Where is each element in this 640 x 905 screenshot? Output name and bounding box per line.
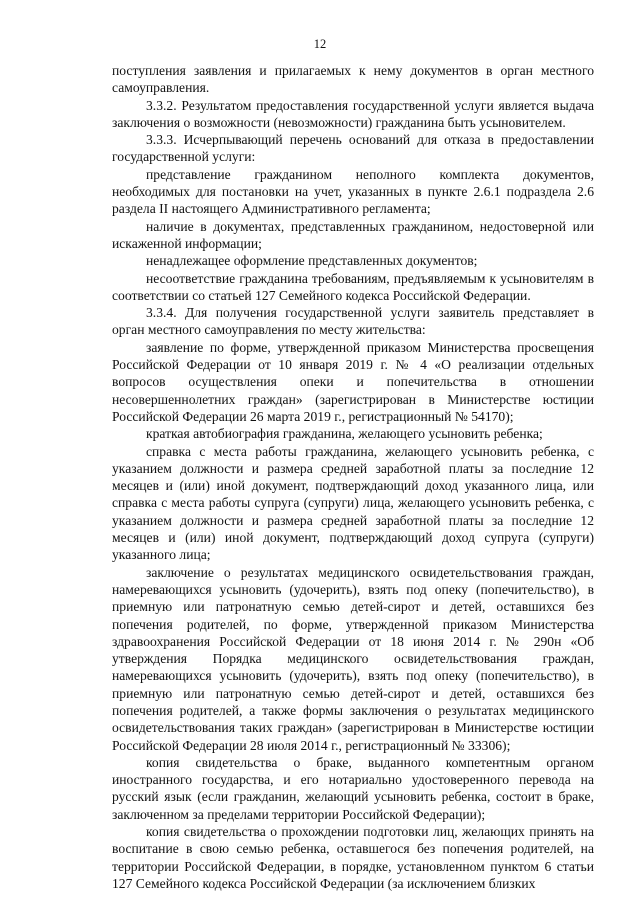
paragraph-continuation: поступления заявления и прилагаемых к нему документов в орган местного самоуправления. xyxy=(112,63,594,96)
document-item-marriage-certificate: копия свидетельства о браке, выданного компетентным органом иностранного государства, и его нотариально удостоверенного перевода на русский язык (если гражданин, желающий усыновить ребенка, состоит в браке, заключенном за пределами территории Российской Федерации); xyxy=(112,754,594,822)
paragraph-3-3-4: 3.3.4. Для получения государственной услуги заявитель представляет в орган местного самоуправления по месту жительства: xyxy=(112,305,594,338)
refusal-ground-improper-formatting: ненадлежащее оформление представленных документов; xyxy=(146,253,478,269)
document-item-application: заявление по форме, утвержденной приказом Министерства просвещения Российской Федерации от 10 января 2019 г. № 4 «О реализации отдельных вопросов осуществления опеки и попечительства в отношении несовершеннолетних граждан» (зарегистрирован в Министерстве юстиции Российской Федерации 26 марта 2019 г., регистрационный № 54170); xyxy=(112,339,594,424)
document-body xyxy=(112,62,594,892)
document-item-training-certificate: копия свидетельства о прохождении подготовки лиц, желающих принять на воспитание в свою семью ребенка, оставшегося без попечения родителей, на территории Российской Федерации, в порядке, установленном пунктом 6 статьи 127 Семейного кодекса Российской Федерации (за исключением близких xyxy=(112,824,594,891)
paragraph-3-3-2: 3.3.2. Результатом предоставления государственной услуги является выдача заключения о возможности (невозможности) гражданина быть усыновителем. xyxy=(112,97,594,130)
paragraph-3-3-3: 3.3.3. Исчерпывающий перечень оснований для отказа в предоставлении государственной услуги: xyxy=(112,132,594,165)
refusal-ground-false-information: наличие в документах, представленных гражданином, недостоверной или искаженной информации; xyxy=(112,218,594,251)
document-item-autobiography: краткая автобиография гражданина, желающего усыновить ребенка; xyxy=(146,426,543,442)
document-item-medical-conclusion: заключение о результатах медицинского освидетельствования граждан, намеревающихся усыновить (удочерить), взять под опеку (попечительство), в приемную или патронатную семью детей-сирот и детей, оставшихся без попечения родителей, по форме, утвержденной приказом Министерства здравоохранения Российской Федерации от 18 июня 2014 г. № 290н «Об утверждения Порядка медицинского освидетельствования граждан, намеревающихся усыновить (удочерить), взять под опеку (попечительство), в приемную или патронатную семью детей-сирот и детей, оставшихся без попечения родителей, а также формы заключения о результатах медицинского освидетельствования таких граждан» (зарегистрирован в Министерстве юстиции Российской Федерации 28 июля 2014 г., регистрационный № 33306); xyxy=(112,564,594,753)
document-item-income-certificate: справка с места работы гражданина, желающего усыновить ребенка, с указанием должности и размера средней заработной платы за последние 12 месяцев и (или) иной документ, подтверждающий доход указанного лица, или справка с места работы супруга (супруги) лица, желающего усыновить ребенка, с указанием должности и размера средней заработной платы за последние 12 месяцев и (или) иной документ, подтверждающий доход супруга (супруги) указанного лица; xyxy=(112,443,594,563)
page-number: 12 xyxy=(313,37,327,51)
refusal-ground-incomplete-documents: представление гражданином неполного комплекта документов, необходимых для постановки на учет, указанных в пункте 2.6.1 подраздела 2.6 раздела II настоящего Административного регламента; xyxy=(112,166,594,217)
refusal-ground-nonconformity: несоответствие гражданина требованиям, предъявляемым к усыновителям в соответствии со статьей 127 Семейного кодекса Российской Федерации. xyxy=(112,270,594,303)
